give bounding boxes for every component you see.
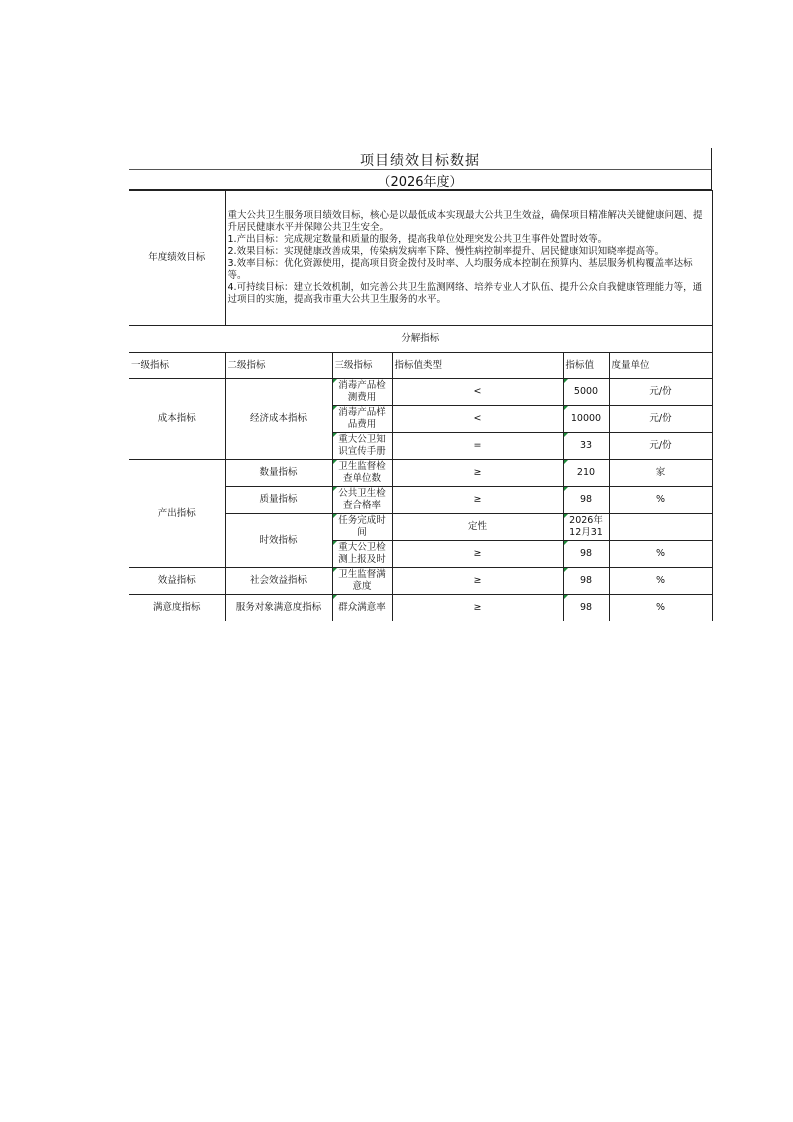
goal-paragraph: 2.效果目标：实现健康改善成果，传染病发病率下降、慢性病控制率提升、居民健康知识知晓率提高等。 xyxy=(227,246,665,257)
header-unit: 度量单位 xyxy=(609,353,712,379)
value-cell: 98 xyxy=(563,541,609,568)
header-row xyxy=(129,353,712,379)
level1-cell: 满意度指标 xyxy=(129,595,225,622)
type-cell: = xyxy=(392,433,563,460)
type-cell: ≥ xyxy=(392,541,563,568)
header-level1: 一级指标 xyxy=(129,353,225,379)
value-cell: 5000 xyxy=(563,379,609,406)
unit-cell: % xyxy=(609,568,712,595)
type-cell: < xyxy=(392,379,563,406)
section-title: 分解指标 xyxy=(129,326,712,353)
goal-paragraph: 重大公共卫生服务项目绩效目标，核心是以最低成本实现最大公共卫生效益，确保项目精准解决关键健康问题、提升居民健康水平并保障公共卫生安全。 xyxy=(227,210,703,233)
header-type: 指标值类型 xyxy=(392,353,563,379)
value-cell: 98 xyxy=(563,487,609,514)
value-cell: 98 xyxy=(563,595,609,622)
level3-cell: 消毒产品样品费用 xyxy=(332,406,392,433)
unit-cell: % xyxy=(609,541,712,568)
level1-cell: 成本指标 xyxy=(129,379,225,460)
goal-text xyxy=(225,191,712,326)
value-cell: 210 xyxy=(563,460,609,487)
type-cell: ≥ xyxy=(392,568,563,595)
level3-cell: 重大公卫检测上报及时 xyxy=(332,541,392,568)
value-cell: 2026年12月31 xyxy=(563,514,609,541)
header-level2: 二级指标 xyxy=(225,353,332,379)
level3-cell: 群众满意率 xyxy=(332,595,392,622)
type-cell: ≥ xyxy=(392,595,563,622)
type-cell: < xyxy=(392,406,563,433)
performance-sheet xyxy=(129,148,712,621)
page-subtitle-year: （2026年度） xyxy=(377,175,463,190)
level2-cell: 时效指标 xyxy=(225,514,332,568)
unit-cell: % xyxy=(609,595,712,622)
level2-cell: 社会效益指标 xyxy=(225,568,332,595)
value-cell: 33 xyxy=(563,433,609,460)
table-row xyxy=(129,595,712,622)
goal-paragraph: 1.产出目标：完成规定数量和质量的服务，提高我单位处理突发公共卫生事件处置时效等。 xyxy=(227,234,608,245)
level2-cell: 经济成本指标 xyxy=(225,379,332,460)
unit-cell: 元/份 xyxy=(609,379,712,406)
goal-label: 年度绩效目标 xyxy=(129,191,225,326)
goal-row xyxy=(129,191,712,326)
goal-paragraph: 4.可持续目标：建立长效机制，如完善公共卫生监测网络、培养专业人才队伍、提升公众自我健康管理能力等，通过项目的实施，提高我市重大公共卫生服务的水平。 xyxy=(227,282,703,305)
header-level3: 三级指标 xyxy=(332,353,392,379)
goal-paragraph: 3.效率目标：优化资源使用，提高项目资金拨付及时率、人均服务成本控制在预算内、基层服务机构覆盖率达标等。 xyxy=(227,258,693,281)
level3-cell: 重大公卫知识宣传手册 xyxy=(332,433,392,460)
page-title: 项目绩效目标数据 xyxy=(360,153,480,169)
unit-cell xyxy=(609,514,712,541)
level2-cell: 质量指标 xyxy=(225,487,332,514)
indicator-table xyxy=(129,190,713,621)
table-row xyxy=(129,379,712,406)
level3-cell: 消毒产品检测费用 xyxy=(332,379,392,406)
level3-cell: 任务完成时间 xyxy=(332,514,392,541)
value-cell: 10000 xyxy=(563,406,609,433)
type-cell: ≥ xyxy=(392,460,563,487)
unit-cell: % xyxy=(609,487,712,514)
level1-cell: 产出指标 xyxy=(129,460,225,568)
title-block xyxy=(129,148,712,190)
value-cell: 98 xyxy=(563,568,609,595)
type-cell: 定性 xyxy=(392,514,563,541)
level3-cell: 卫生监督满意度 xyxy=(332,568,392,595)
title-divider xyxy=(129,169,711,170)
level1-cell: 效益指标 xyxy=(129,568,225,595)
table-row xyxy=(129,460,712,487)
unit-cell: 元/份 xyxy=(609,433,712,460)
type-cell: ≥ xyxy=(392,487,563,514)
level3-cell: 公共卫生检查合格率 xyxy=(332,487,392,514)
level3-cell: 卫生监督检查单位数 xyxy=(332,460,392,487)
unit-cell: 家 xyxy=(609,460,712,487)
table-row xyxy=(129,568,712,595)
level2-cell: 服务对象满意度指标 xyxy=(225,595,332,622)
unit-cell: 元/份 xyxy=(609,406,712,433)
level2-cell: 数量指标 xyxy=(225,460,332,487)
section-title-row xyxy=(129,326,712,353)
header-value: 指标值 xyxy=(563,353,609,379)
